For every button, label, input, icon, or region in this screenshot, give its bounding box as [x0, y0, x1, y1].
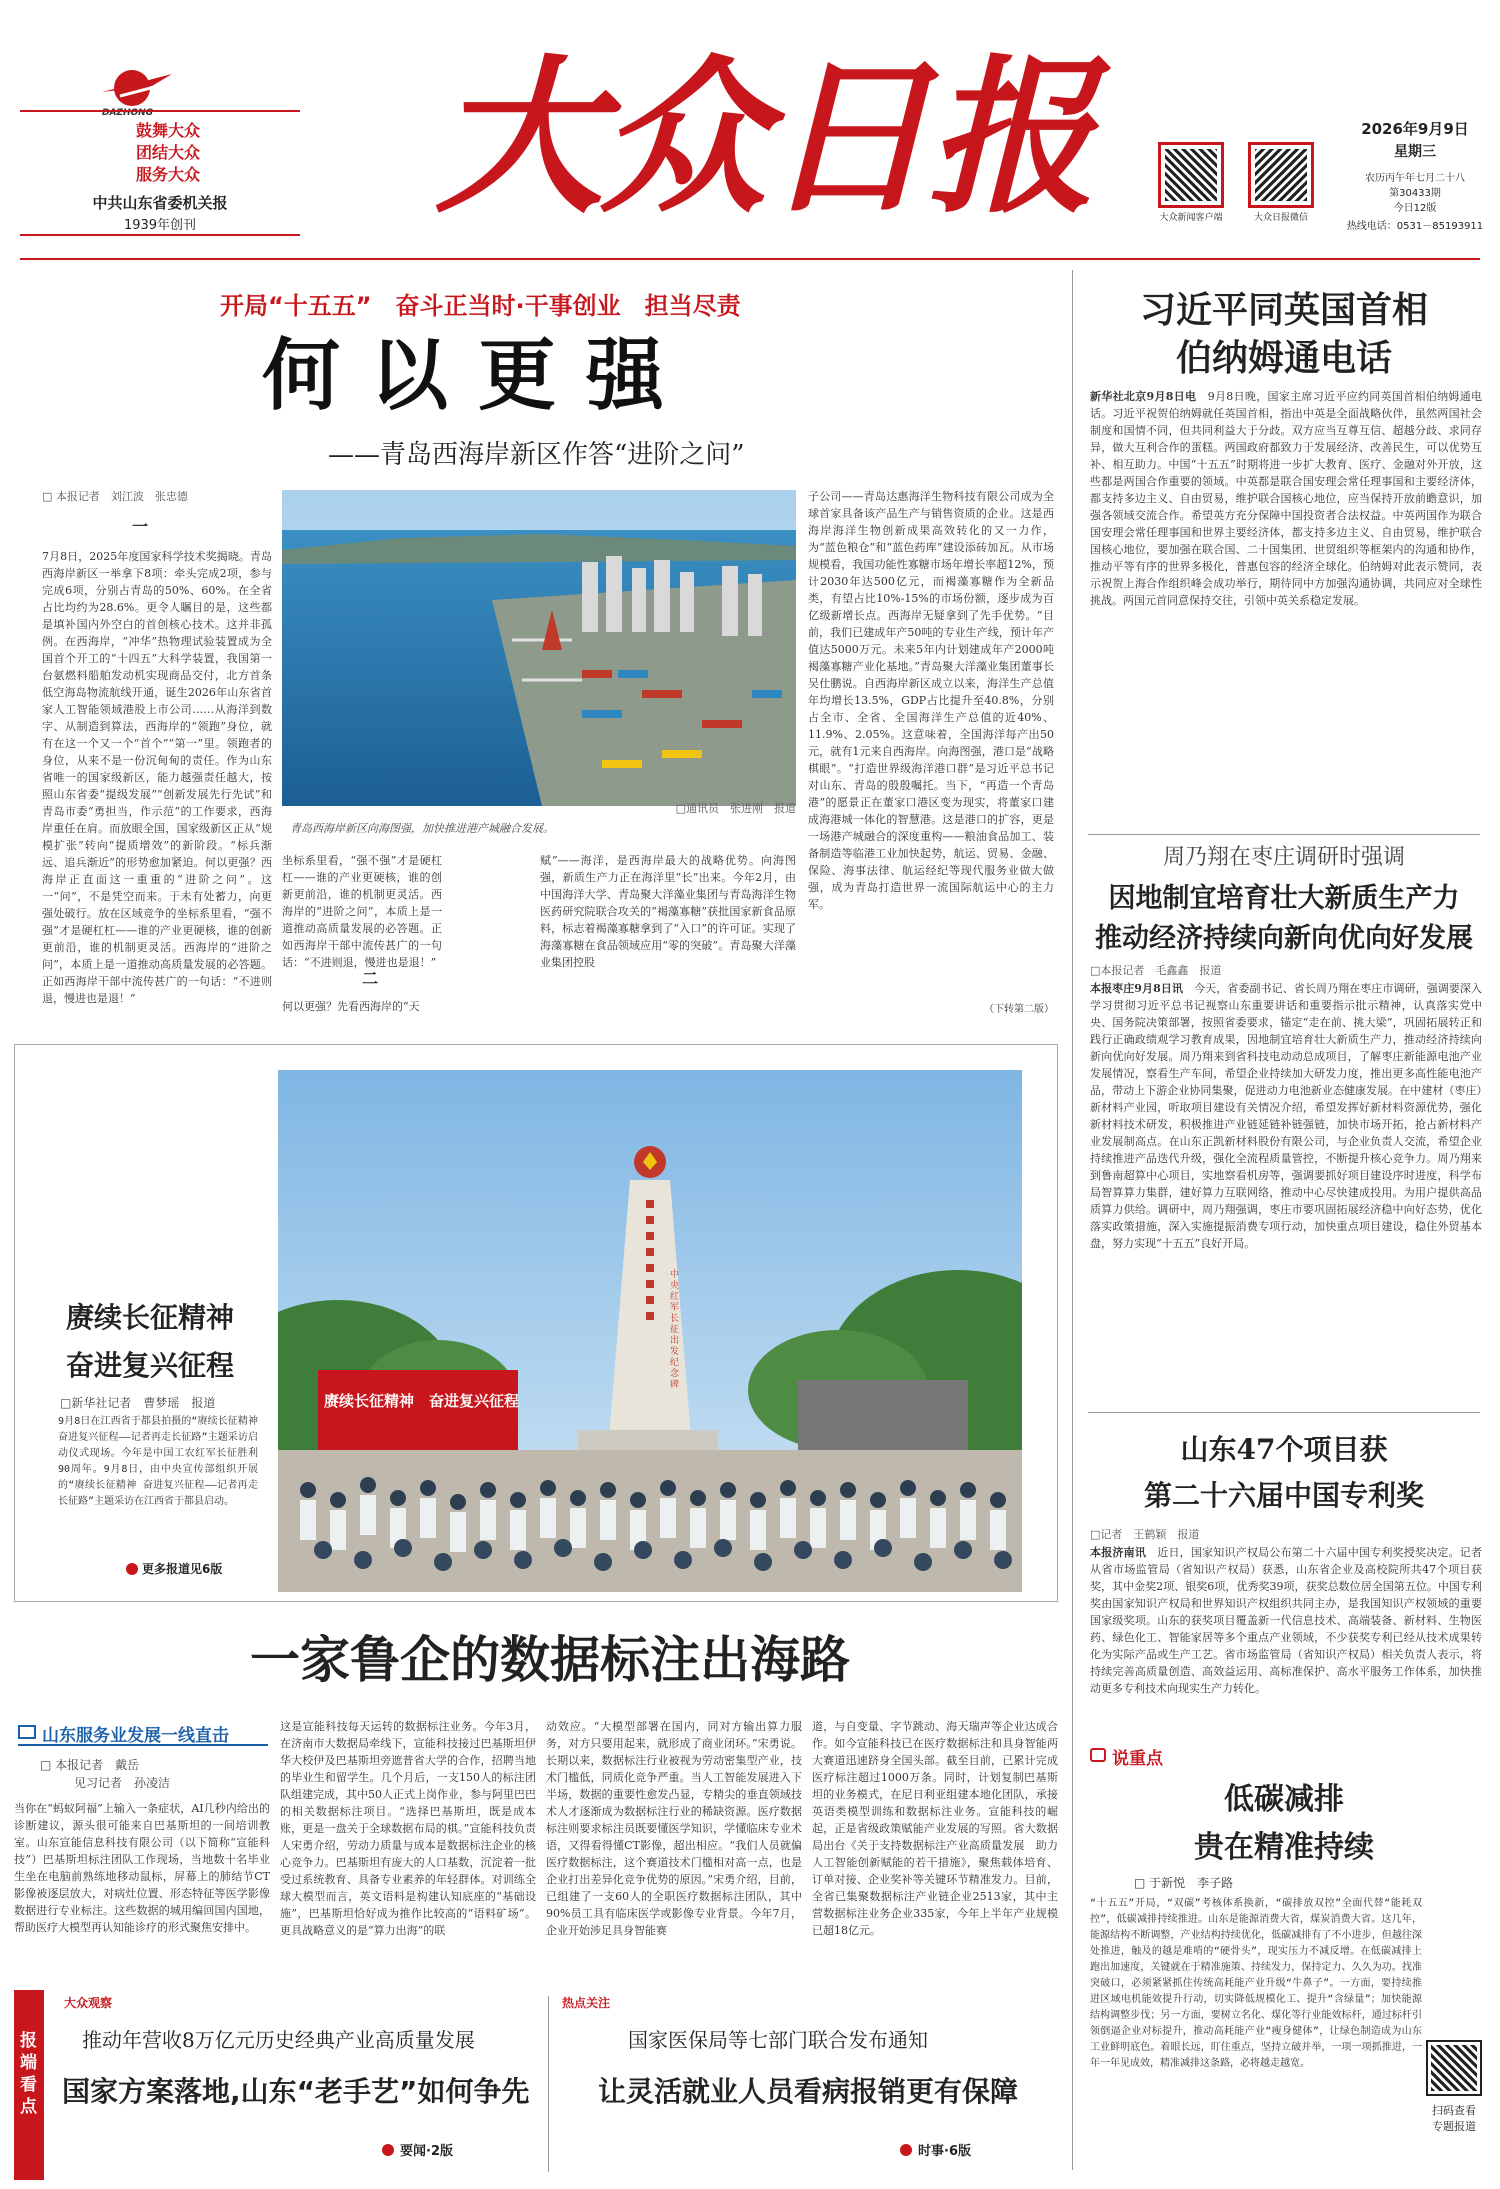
ceremony-banner-text: 赓续长征精神 奋进复兴征程 [324, 1392, 520, 1410]
lead-photo-port [282, 490, 796, 806]
qr-code-app[interactable] [1158, 142, 1224, 208]
teaser-1[interactable] [52, 1990, 532, 2180]
lead-column-2a-tail: 何以更强？先看西海岸的“天 [282, 1000, 420, 1013]
lunar-date: 农历丙午年七月二十八 [1365, 173, 1465, 184]
lead-column-2b: 赋”——海洋，是西海岸最大的战略优势。向海图强，新质生产力正在海洋里“长”出来。今年2月，由中国海洋大学、青岛聚大洋藻业集团与青岛海洋生物医药研究院联合攻关的“褐藻寡糖”获批国家新食品原料，标志着褐藻寡糖拿到了“入口”的许可证。实现了海藻寡糖在食品领域应用“零的突破”。青岛聚大洋藻业集团控股 [540, 854, 796, 969]
story1-body [1090, 388, 1482, 828]
qr-label-app: 大众新闻客户端 [1159, 213, 1223, 223]
feature-photo-ceremony [278, 1070, 1022, 1592]
hotline: 热线电话：0531－85193911 [1346, 221, 1484, 232]
story3-body [1090, 1544, 1482, 1734]
feature-title-line1: 赓续长征精神 [65, 1301, 234, 1334]
data-story-byline-1: □ 本报记者 戴岳 [40, 1758, 140, 1772]
data-story-byline-2: 见习记者 孙凌洁 [74, 1776, 171, 1790]
lead-photo-caption: 青岛西海岸新区向海图强，加快推进港产城融合发展。 [290, 822, 554, 835]
story1-dateline: 新华社北京9月8日电 [1090, 390, 1197, 403]
slogan-3: 服务大众 [135, 165, 200, 184]
story3-text: 近日，国家知识产权局公布第二十六届中国专利奖授奖决定。记者从省市场监管局（省知识产权局）获悉，山东省企业及高校院所共47个项目获奖，其中金奖2项、银奖6项，优秀奖39项，获奖总数位居全国第五位。中国专利奖由国家知识产权局和世界知识产权组织共同主办，是我国知识产权领域的重要国家级奖项。山东的获奖项目覆盖新一代信息技术、高端装备、新材料、生物医药、绿色化工、智能家居等多个重点产业领域，不少获奖专利已经从技术成果转化为实际产品或生产工艺。省市场监管局（省知识产权局）相关负责人表示，将持续完善高质量创造、高效益运用、高标准保护、高水平服务工作体系，加快推动更多专利技术向现实生产力转化。 [1090, 1546, 1482, 1695]
story3-title-line1: 山东47个项目获 [1180, 1433, 1388, 1466]
lead-column-2a: 坐标系里看，“强不强”才是硬杠杠——谁的产业更硬核，谁的创新更前沿，谁的机制更灵活。西海岸的“进阶之问”，本质上是一道推动高质量发展的必答题。正如西海岸干部中流传甚广的一句话：“不进则退，慢进也是退！” [282, 854, 442, 969]
data-story-column-3: 动效应。“大模型部署在国内，同对方输出算力服务，对方只要用起来，就形成了商业闭环。”宋勇说。长期以来，数据标注行业被视为劳动密集型产业，技术门槛低，同质化竞争严重。当人工智能发展进入下半场，数据的重要性愈发凸显，专精尖的垂直领域技术人才逐渐成为数据标注行业的稀缺资源。医疗数据标注则要求标注员既要懂医学知识，学懂临床专业术语，又得看得懂CT影像，超出相应。“我们人员就偏医疗数据标注，这个赛道技术门槛相对高一点，也是企业打出差异化竞争优势的原因。”宋勇介绍，目前，已组建了一支60人的全职医疗数据标注团队，其中90%员工具有临床医学或影像专业背景。今年7月，企业开始涉足具身智能赛 [546, 1720, 802, 1937]
teaser-1-title: 国家方案落地,山东“老手艺”如何争先 [62, 2075, 530, 2108]
lead-photo-credit: □通讯员 张进刚 报道 [675, 802, 796, 815]
teaser-2-title: 让灵活就业人员看病报销更有保障 [597, 2075, 1018, 2108]
opinion-qr-caption-1: 扫码查看 [1432, 2104, 1476, 2117]
slogan-box [20, 110, 300, 236]
teaser-2[interactable] [560, 1990, 1060, 2180]
weekday: 星期三 [1394, 144, 1436, 160]
story2-byline: □本报记者 毛鑫鑫 报道 [1090, 964, 1222, 977]
teaser-2-link-label: 时事·6版 [918, 2144, 971, 2159]
opinion-title-line2: 贵在精准持续 [1194, 1830, 1374, 1865]
teaser-2-tag: 热点关注 [562, 1996, 611, 2010]
qr-label-wechat: 大众日报微信 [1253, 213, 1308, 223]
opinion-byline: □ 于新悦 李子路 [1134, 1876, 1234, 1890]
data-story-column-4: 道，与自变量、字节跳动、海天瑞声等企业达成合作。如今宣能科技已在医疗数据标注和具身智能两大赛道迅速跻身全国头部。截至目前，已累计完成医疗标注超过1000万条。同时，计划复制巴基斯坦的业务模式，在尼日利亚组建本地化团队，承接英语类模型训练和数据标注业务。宣能科技的崛起，正是省级政策赋能产业发展的写照。省大数据局出台《关于支持数据标注产业高质量发展 助力人工智能创新赋能的若干措施》，聚焦载体培育、订单对接、企业奖补等关键环节精准发力。目前，全省已集聚数据标注产业链企业2513家，其中主营数据标注业务企业335家，今年上半年产业规模已超18亿元。 [812, 1720, 1058, 1937]
teaser-1-subtitle: 推动年营收8万亿元历史经典产业高质量发展 [82, 2028, 475, 2052]
story2-dateline: 本报枣庄9月8日讯 [1090, 982, 1183, 995]
teaser-side-text: 报端看点 [20, 2031, 37, 2117]
opinion-tag-label: 说重点 [1112, 1749, 1163, 1769]
opinion-tag-icon [1090, 1748, 1106, 1762]
right-rule-2 [1088, 1412, 1480, 1413]
story2-kicker: 周乃翔在枣庄调研时强调 [1162, 845, 1405, 870]
story1-text: 9月8日晚，国家主席习近平应约同英国首相伯纳姆通电话。习近平祝贺伯纳姆就任英国首相，指出中英是全面战略伙伴，虽然两国社会制度和国情不同，但共同利益大于分歧。双方应当互尊互信、超越分歧、求同存异，做大互利合作的蛋糕。两国政府都致力于发展经济、改善民生，可以优势互补、相互助力。中国“十五五”时期将进一步扩大教育、医疗、金融对外开放，这些都是两国合作重要的领域。中英都是联合国安理会常任理事国和主要经济体，都支持多边主义、自由贸易，维护联合国核心地位，应当保持开放前瞻意识，加强各领域交流合作。希望英方充分保障中国投资者合法权益。中英两国作为联合国安理会常任理事国和世界主要经济体，都支持多边主义、自由贸易，维护联合国核心地位，要加强在联合国、二十国集团、世贸组织等框架内的沟通和协作，推动平等有序的世界多极化，普惠包容的经济全球化。伯纳姆对此表示赞同，表示祝贺上海合作组织峰会成功举行，期待同中方加强沟通协调，共同应对全球性挑战。两国元首同意保持交往，引领中英关系稳定发展。 [1090, 390, 1482, 607]
lead-kicker: 开局“十五五” 奋斗正当时·干事创业 担当尽责 [220, 292, 741, 320]
data-story-section-label: 山东服务业发展一线直击 [42, 1726, 229, 1746]
date: 2026年9月9日 [1361, 120, 1469, 138]
slogan-2: 团结大众 [135, 143, 200, 162]
story3-dateline: 本报济南讯 [1090, 1546, 1147, 1559]
date-block [1340, 118, 1490, 232]
teaser-2-subtitle: 国家医保局等七部门联合发布通知 [628, 2028, 928, 2052]
arrow-right-icon [382, 2144, 394, 2156]
opinion-body: “十五五”开局，“双碳”考核体系换新，“碳排放双控”全面代替“能耗双控”，低碳减排持续推进。山东是能源消费大省，煤炭消费大省。这几年，能源结构不断调整，产业结构持续优化，低碳减排有了不小进步，但越往深处推进，触及的越是难啃的“硬骨头”，现实压力不减反增。在低碳减排上跑出加速度，关键就在于精准施策、持续发力，保持定力、久久为功。找准突破口，必须紧紧抓住传统高耗能产业升级“牛鼻子”。一方面，要持续推进区域电机能效提升行动，切实降低规模化工、提升“含绿量”；加快能源结构调整步伐；另一方面，要树立名化、煤化等行业能效标杆，通过标杆引领倒逼企业对标提升，推动高耗能产业“瘦身健体”，让绿色制造成为山东工业鲜明底色。着眼长远，盯住重点，坚持立破并举，一项一项抓推进，一年一年见成效，精准减排这条路，必将越走越宽。 [1090, 1898, 1422, 2069]
paper-title: 大众日报 [425, 38, 1131, 236]
story2-title-line2: 推动经济持续向新向优向好发展 [1095, 923, 1473, 954]
teaser-1-link-label: 要闻·2版 [400, 2144, 453, 2159]
slogan-1: 鼓舞大众 [135, 121, 200, 140]
organ-line: 中共山东省委机关报 [92, 194, 228, 212]
teaser-2-link[interactable] [900, 2140, 1030, 2160]
opinion-qr-code[interactable] [1426, 2040, 1482, 2096]
feature-title-line2: 奋进复兴征程 [65, 1349, 234, 1382]
data-story-section-tag [18, 1720, 268, 1746]
logo-text: DAZHONG [102, 108, 154, 118]
arrow-right-icon [126, 1563, 138, 1575]
dazhong-logo-icon [92, 66, 182, 110]
lead-continued: （下转第二版） [984, 1004, 1054, 1015]
monument-inscription: 中央红军长征出发纪念碑 [670, 1270, 680, 1390]
feature-more-link[interactable] [126, 1560, 266, 1578]
feature-byline: □新华社记者 曹梦瑶 报道 [60, 1396, 216, 1410]
data-story-headline: 一家鲁企的数据标注出海路 [250, 1630, 850, 1689]
port-scene-illustration [282, 490, 796, 806]
right-rule-1 [1088, 834, 1480, 835]
lead-headline: 何以更强 [262, 330, 695, 421]
data-story-column-1: 当你在“蚂蚁阿福”上输入一条症状，AI几秒内给出的诊断建议，源头很可能来自巴基斯坦的一间培训教室。山东宣能信息科技有限公司（以下简称“宣能科技”）巴基斯坦标注团队工作现场，当地数十名毕业生坐在电脑前熟练地移动鼠标，屏幕上的肺结节CT影像被逐层放大，对病灶位置、形态特征等医学影像数据进行专业标注。这些数据的城用编回国内国地，帮助医疗大模型再认知能诊疗的形式聚焦安排中。 [14, 1802, 270, 1934]
story2-text: 今天，省委副书记、省长周乃翔在枣庄市调研，强调要深入学习贯彻习近平总书记视察山东重要讲话和重要指示批示精神，认真落实党中央、国务院决策部署，按照省委要求，锚定“走在前、挑大梁”，巩固拓展转正和践行正确政绩观学习教育成果，因地制宜培育壮大新质生产力，推动经济持续向新向优向好发展。周乃翔来到省科技电动动总成项目，了解枣庄新能源电池产业发展情况，察看生产车间，希望企业持续加大研发力度，推出更多高性能电池产品，带动上下游企业协同集聚，促进动力电池新业态健康发展。在中建材（枣庄）新材料产业园，听取项目建设有关情况介绍，希望发挥好新材料资源优势，强化新材料技术研发，积极推进产业链延链补链强链，加快市场开拓，抢占新材料产业发展制高点。在山东正凯新材料股份有限公司，与企业负责人交流，希望企业持续推进产品迭代升级，强化全流程质量管控，不断提升核心竞争力。周乃翔来到鲁南超算中心项目，实地察看机房等，强调要抓好项目建设序时进度，科学布局智算算力集群，建好算力互联网络，推动中心尽快建成投用。为用户提供高品质算力供给。调研中，周乃翔强调，枣庄市要巩固拓展经济稳中向好态势，优化落实政策措施，深入实施提振消费专项行动，加快重点项目建设，稳住外贸基本盘，努力实现“十五五”良好开局。 [1090, 982, 1482, 1250]
opinion-qr-caption-2: 专题报道 [1432, 2120, 1476, 2133]
issue-number: 第30433期 [1389, 188, 1441, 199]
right-column-divider [1072, 270, 1073, 2170]
opinion-title-line1: 低碳减排 [1224, 1782, 1344, 1817]
teaser-1-tag: 大众观察 [64, 1996, 113, 2010]
feature-more-label: 更多报道见6版 [142, 1562, 223, 1576]
page-count: 今日12版 [1393, 203, 1437, 214]
story2-title-line1: 因地制宜培育壮大新质生产力 [1108, 883, 1460, 914]
arrow-right-icon [900, 2144, 912, 2156]
monitor-icon [18, 1725, 36, 1739]
teaser-side-label [14, 1990, 44, 2180]
feature-caption: 9月8日在江西省于都县拍摄的“赓续长征精神 奋进复兴征程——记者再走长征路”主题采访启动仪式现场。今年是中国工农红军长征胜利90周年。9月8日，由中央宣传部组织开展的“赓续长征精神 奋进复兴征程——记者再走长征路”主题采访在江西省于都县启动。 [58, 1416, 258, 1507]
story3-byline: □记者 王鹤颖 报道 [1090, 1528, 1200, 1541]
lead-column-3: 子公司——青岛达惠海洋生物科技有限公司成为全球首家具备该产品生产与销售资质的企业。这是西海岸海洋生物创新成果高效转化的又一力作，为“蓝色粮仓”和“蓝色药库”建设添砖加瓦。从市场规模看，我国功能性寡糖市场年增长率超12%，预计2030年达500亿元，而褐藻寡糖作为全新品类，有望占比10%-15%的市场份额，逐步成为百亿级新增长点。西海岸无疑拿到了先手优势。“目前，我们已建成年产50吨的专业生产线，预计年产值达5000万元。未来5年内计划建成年产2000吨褐藻寡糖产业化基地。”青岛聚大洋藻业集团董事长吴仕鹏说。自西海岸新区成立以来，海洋生产总值年均增长13.5%，GDP占比提升至40.8%，分别占全市、全省、全国海洋生产总值的近40%、11.9%、2.05%。这意味着，全国海洋每产出50元，就有1元来自西海岸。向海图强，港口是“战略棋眼”。“打造世界级海洋港口群”是习近平总书记对山东、青岛的殷殷嘱托。当下，“再造一个青岛港”的愿景正在董家口港区变为现实，将董家口建成海港城一体化的智慧港。这是港口的扩容，更是一场港产城融合的深度重构——粮油食品加工、装备制造等临港工业加快起势，航运、贸易、金融、保险、海事法律、航运经纪等现代服务业做大做强，成为青岛打造世界一流国际航运中心的主力军。 [808, 490, 1054, 911]
lead-column-1: 7月8日，2025年度国家科学技术奖揭晓。青岛西海岸新区一举拿下8项：牵头完成2项，参与完成6项，分别占青岛的50%、60%。在全省占比均约为28.6%。更令人瞩目的是，这些都是填补国内外空白的首创核心技术。这并非孤例。在西海岸，“冲华”热物理试验装置成为全国首个开工的“十四五”大科学装置，我国第一台氨燃料船舶发动机实现商品交付，北方首条低空海岛物流航线开通，诞生2026年山东省首家人工智能领域港股上市公司……从海洋到数字、从制造到算法，西海岸的“领跑”身位，就有在这一个又一个“首个”“第一”里。领跑者的身位，从来不是一份沉甸甸的责任。作为山东省唯一的国家级新区，能力越强责任越大，按照山东省委“提级发展”“创新发展先行先试”和青岛市委“勇担当，作示范”的工作要求，西海岸重任在肩。而放眼全国，国家级新区正从“规模扩张”转向“提质增效”的新阶段。“标兵渐远、追兵渐近”的形势愈加紧迫。何以更强？西海岸正直面这一重重的“进阶之问”。这一“问”，不是凭空而来。于未有处蓄力，向更强处破行。放在区域竞争的坐标系里看，“强不强”才是硬杠杠——谁的产业更硬核，谁的创新更前沿，谁的机制更灵活。西海岸的“进阶之问”，本质上是一道推动高质量发展的必答题。正如西海岸干部中流传甚广的一句话：“不进则退，慢进也是退！” [42, 550, 272, 1005]
teaser-divider [548, 1996, 549, 2172]
lead-byline: □ 本报记者 刘江波 张忠德 [42, 490, 188, 503]
teaser-1-link[interactable] [382, 2140, 512, 2160]
opinion-tag [1090, 1744, 1210, 1769]
story3-title-line2: 第二十六届中国专利奖 [1143, 1479, 1424, 1512]
lead-section-two: 二 [361, 969, 378, 988]
data-story-column-2: 这是宣能科技每天运转的数据标注业务。今年3月，在济南市大数据局牵线下，宣能科技接过巴基斯坦伊华大校伊及巴基斯坦旁遮普省大学的合作，招聘当地的毕业生和留学生。几个月后，一支150人的标注团队组建完成，其中50人正式上岗作业，参与阿里巴巴的相关数据标注项目。“选择巴基斯坦，既是成本账，更是一盘关于全球数据布局的棋。”宣能科技负责人宋勇介绍，劳动力质量与成本是数据标注企业的核心竞争力。巴基斯坦有庞大的人口基数，沉淀着一批受过系统教育、具备专业素养的年轻群体。对训练全球大模型而言，英文语料是构建认知底座的“基础设施”，巴基斯坦恰好成为推作比较高的“语料矿场”。更具战略意义的是“算力出海”的联 [280, 1720, 536, 1937]
lead-section-one: 一 [131, 517, 148, 536]
founded-line: 1939年创刊 [123, 218, 197, 233]
story1-title-line2: 伯纳姆通电话 [1175, 337, 1392, 379]
qr-code-wechat[interactable] [1248, 142, 1314, 208]
ceremony-scene-illustration [278, 1070, 1022, 1592]
story2-body [1090, 980, 1482, 1400]
masthead-rule [20, 258, 1480, 260]
lead-subhead: ——青岛西海岸新区作答“进阶之问” [328, 440, 745, 470]
story1-title-line1: 习近平同英国首相 [1139, 289, 1428, 331]
